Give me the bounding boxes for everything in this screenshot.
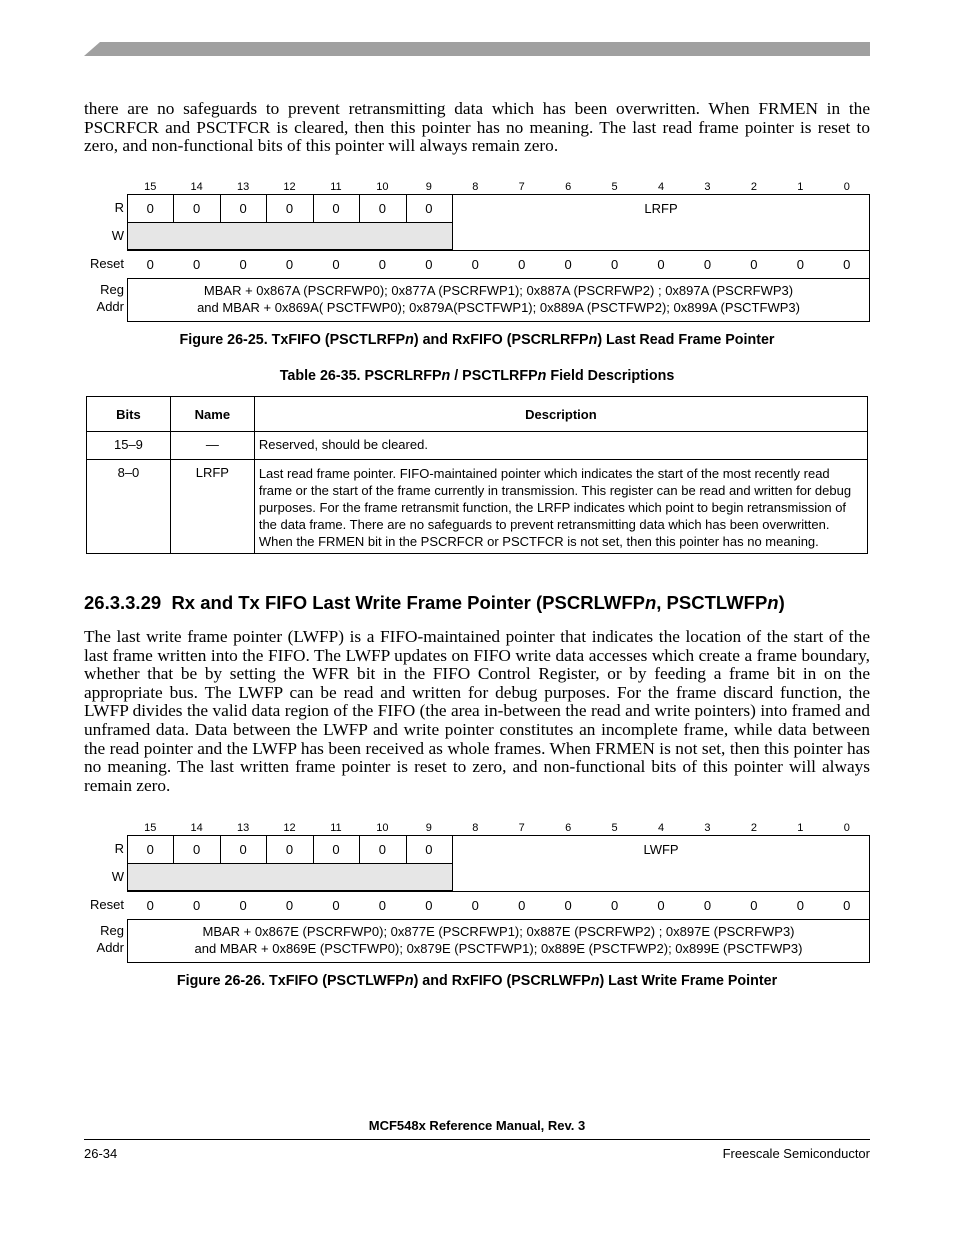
- bit-number: 4: [657, 181, 665, 193]
- read-bit-value: 0: [239, 841, 247, 857]
- reset-bit-value: 0: [332, 897, 340, 913]
- bit-number: 3: [704, 822, 711, 834]
- header-bits: Bits: [87, 397, 171, 432]
- bit-number: 12: [283, 822, 296, 834]
- table-title: Table 26-35. PSCRLRFPn / PSCTLRFPn Field Descriptions: [279, 368, 675, 384]
- reset-bit-value: 0: [518, 256, 526, 272]
- row-label-addr: Addr: [96, 299, 124, 314]
- reset-bit-value: 0: [285, 256, 294, 272]
- reset-bit-value: 0: [703, 897, 712, 913]
- bit-number: 7: [518, 181, 525, 193]
- reset-bit-value: 0: [378, 897, 387, 913]
- reset-bit-value: 0: [518, 897, 526, 913]
- bit-number: 3: [704, 181, 711, 193]
- read-bit-value: 0: [378, 841, 387, 857]
- company-name: Freescale Semiconductor: [722, 1146, 870, 1161]
- bit-number: 11: [330, 181, 342, 193]
- table-header-row: [87, 397, 868, 432]
- read-bit-value: 0: [378, 200, 387, 216]
- reset-bit-value: 0: [750, 897, 758, 913]
- bit-number: 4: [657, 822, 665, 834]
- bit-number: 1: [797, 822, 804, 834]
- bit-number: 2: [750, 822, 757, 834]
- reset-bit-value: 0: [425, 256, 433, 272]
- address-line-1: MBAR + 0x867E (PSCRFWP0); 0x877E (PSCRFWP1); 0x887E (PSCRFWP2) ; 0x897E (PSCRFWP3): [202, 924, 795, 939]
- read-bit-value: 0: [239, 200, 247, 216]
- footer-rule: [84, 1139, 870, 1140]
- header-bar: [84, 42, 870, 56]
- reset-bit-value: 0: [610, 256, 619, 272]
- bit-number: 1: [797, 181, 804, 193]
- read-bit-value: 0: [146, 200, 154, 216]
- name-cell: LRFP: [170, 460, 254, 554]
- bit-number: 14: [190, 181, 203, 193]
- row-label-reg: Reg: [100, 923, 124, 938]
- bit-number: 15: [144, 181, 157, 193]
- figure-caption-1: Figure 26-25. TxFIFO (PSCTLRFPn) and RxFIFO (PSCRLRFPn) Last Read Frame Pointer: [179, 332, 775, 348]
- read-bit-value: 0: [146, 841, 154, 857]
- address-line-2: and MBAR + 0x869A( PSCTFWP0); 0x879A(PSCTFWP1); 0x889A (PSCTFWP2); 0x899A (PSCTFWP3): [197, 300, 800, 315]
- body-paragraph: The last write frame pointer (LWFP) is a FIFO-maintained pointer that indicates the location of the start of the last frame written into the FIFO. The LWFP updates on FIFO write data accesses which create a frame boundary, whether that be by setting the WFR bit in the FIFO Control Register, or by feeding a frame bit in on the appropriate bus. The LWFP can be read and written for debug purposes. For the frame discard function, the LWFP divides the valid data region of the FIFO (the area in-between the read and write pointers) into framed and unframed data. Data between the LWFP and write pointer constitutes an incomplete frame, while data between the read pointer and the LWFP has been received as whole frames. When FRMEN is not set, then this pointer has no meaning. The last written frame pointer is reset to zero, and non-functional bits of this pointer will always remain zero.: [84, 627, 870, 795]
- reset-bit-value: 0: [425, 897, 433, 913]
- address-line-1: MBAR + 0x867A (PSCRFWP0); 0x877A (PSCRFWP1); 0x887A (PSCRFWP2) ; 0x897A (PSCRFWP3): [203, 283, 794, 298]
- header-name: Name: [170, 397, 254, 432]
- bit-number: 13: [236, 181, 250, 193]
- intro-paragraph: there are no safeguards to prevent retransmitting data which has been overwritten. When FRMEN in the PSCRFCR and PSCTFCR is cleared, then this pointer has no meaning. The last read frame pointer is reset to zero, and non-functional bits of this pointer will always remain zero.: [84, 99, 870, 156]
- read-bit-value: 0: [332, 841, 340, 857]
- read-bit-value: 0: [425, 200, 433, 216]
- write-reserved-cell: [127, 863, 453, 891]
- write-reserved-cell: [127, 222, 453, 250]
- row-label-w: W: [111, 869, 124, 884]
- description-cell: Reserved, should be cleared.: [254, 432, 867, 460]
- reset-bit-value: 0: [471, 256, 479, 272]
- read-bit-value: 0: [425, 841, 433, 857]
- bit-number: 6: [565, 181, 572, 193]
- bit-number: 10: [376, 822, 389, 834]
- page-number: 26-34: [84, 1146, 118, 1161]
- reset-bit-value: 0: [657, 256, 665, 272]
- read-bit-value: 0: [193, 200, 201, 216]
- reset-bit-value: 0: [332, 256, 340, 272]
- read-bit-value: 0: [285, 841, 294, 857]
- reset-bit-value: 0: [610, 897, 619, 913]
- bit-number: 14: [190, 822, 203, 834]
- bit-number: 6: [565, 822, 572, 834]
- read-bit-value: 0: [193, 841, 201, 857]
- bit-number: 11: [330, 822, 342, 834]
- read-bit-value: 0: [332, 200, 340, 216]
- field-descriptions-table: [86, 396, 868, 554]
- reset-bit-value: 0: [843, 256, 851, 272]
- row-label-reset: Reset: [90, 256, 124, 271]
- bits-cell: 8–0: [87, 460, 171, 554]
- reset-bit-value: 0: [193, 256, 201, 272]
- table-row: [87, 460, 868, 554]
- reset-bit-value: 0: [657, 897, 665, 913]
- bit-number: 0: [843, 822, 850, 834]
- bit-number: 2: [750, 181, 757, 193]
- reset-bit-value: 0: [239, 256, 247, 272]
- bit-number: 5: [611, 181, 618, 193]
- reset-bit-value: 0: [796, 256, 804, 272]
- bits-cell: 15–9: [87, 432, 171, 460]
- reset-bit-value: 0: [843, 897, 851, 913]
- row-label-r: R: [114, 841, 124, 856]
- field-name: LWFP: [643, 841, 679, 857]
- row-label-addr: Addr: [96, 940, 124, 955]
- bit-number: 12: [283, 181, 296, 193]
- row-label-reset: Reset: [90, 897, 124, 912]
- reset-bit-value: 0: [471, 897, 479, 913]
- bit-number: 8: [472, 181, 479, 193]
- reset-bit-value: 0: [750, 256, 758, 272]
- row-label-w: W: [111, 228, 124, 243]
- description-cell: Last read frame pointer. FIFO-maintained pointer which indicates the start of the most recently read frame or the start of the frame currently in transmission. This register can be read and written for debug purposes. For the frame retransmit function, the LRFP indicates which point to begin retransmission of the data frame. There are no safeguards to prevent retransmitting data which has been overwritten. When the FRMEN bit in the PSCRFCR or PSCTFCR is not set, then this pointer has no meaning.: [254, 460, 867, 554]
- reset-bit-value: 0: [703, 256, 712, 272]
- figure-caption-2: Figure 26-26. TxFIFO (PSCTLWFPn) and RxFIFO (PSCRLWFPn) Last Write Frame Pointer: [176, 973, 778, 989]
- row-label-reg: Reg: [100, 282, 124, 297]
- bit-number: 10: [376, 181, 389, 193]
- footer-manual-title: MCF548x Reference Manual, Rev. 3: [368, 1118, 586, 1133]
- row-label-r: R: [114, 200, 124, 215]
- reset-bit-value: 0: [564, 256, 572, 272]
- reset-bit-value: 0: [193, 897, 201, 913]
- bit-number: 9: [425, 181, 432, 193]
- bit-number: 8: [472, 822, 479, 834]
- name-cell: —: [170, 432, 254, 460]
- bit-number: 0: [843, 181, 850, 193]
- bit-number: 7: [518, 822, 525, 834]
- header-description: Description: [254, 397, 867, 432]
- bit-number: 5: [611, 822, 618, 834]
- read-bit-value: 0: [285, 200, 294, 216]
- reset-bit-value: 0: [378, 256, 387, 272]
- bit-number: 13: [236, 822, 250, 834]
- bit-number: 9: [425, 822, 432, 834]
- address-line-2: and MBAR + 0x869E (PSCTFWP0); 0x879E (PSCTFWP1); 0x889E (PSCTFWP2); 0x899E (PSCTFWP3): [194, 941, 803, 956]
- reset-bit-value: 0: [239, 897, 247, 913]
- reset-bit-value: 0: [564, 897, 572, 913]
- reset-bit-value: 0: [146, 897, 154, 913]
- table-row: [87, 432, 868, 460]
- bit-number: 15: [144, 822, 157, 834]
- field-name: LRFP: [644, 200, 678, 216]
- section-heading: 26.3.3.29 Rx and Tx FIFO Last Write Frame Pointer (PSCRLWFPn, PSCTLWFPn): [84, 592, 785, 613]
- reset-bit-value: 0: [285, 897, 294, 913]
- reset-bit-value: 0: [796, 897, 804, 913]
- reset-bit-value: 0: [146, 256, 154, 272]
